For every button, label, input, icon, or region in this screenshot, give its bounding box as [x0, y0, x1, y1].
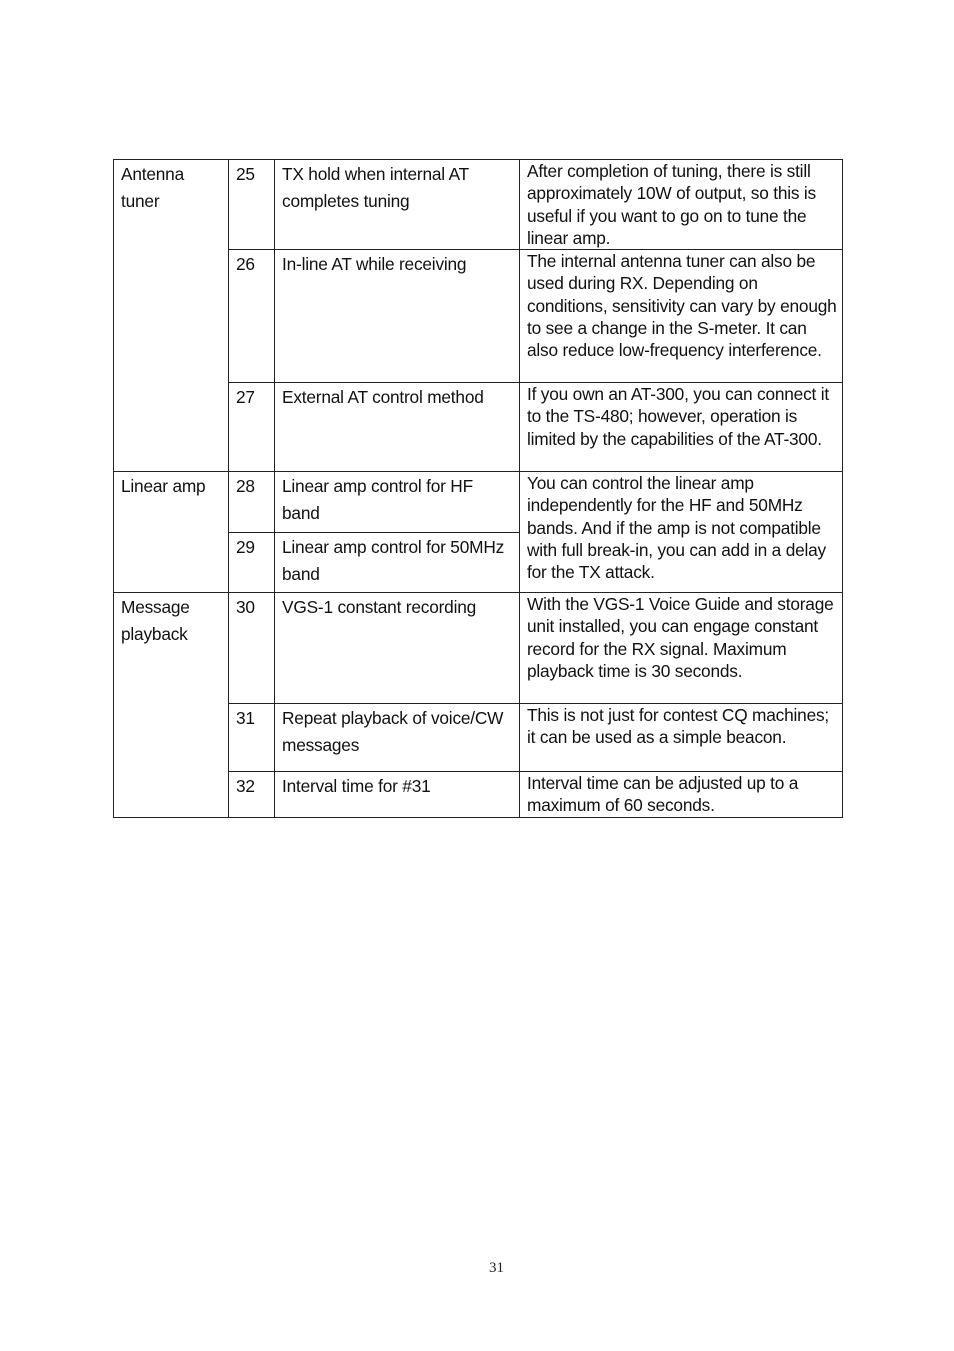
menu-number: 25 [229, 160, 275, 250]
table-row [114, 160, 843, 250]
menu-number: 27 [229, 383, 275, 472]
menu-number: 32 [229, 772, 275, 818]
menu-item-description: With the VGS-1 Voice Guide and storage unit installed, you can engage constant record for the RX signal. Maximum playback time is 30 seconds. [520, 593, 843, 704]
category-cell [114, 472, 229, 593]
menu-item-label: In-line AT while receiving [275, 250, 520, 383]
menu-item-description: You can control the linear amp independently for the HF and 50MHz bands. And if the amp is not compatible with full break-in, you can add in a delay for the TX attack. [520, 472, 843, 593]
category-label: Message playback [121, 597, 190, 645]
table-row [114, 593, 843, 704]
category-label: Linear amp [121, 476, 206, 497]
menu-number: 26 [229, 250, 275, 383]
menu-item-description: After completion of tuning, there is still approximately 10W of output, so this is useful if you want to go on to tune the linear amp. [520, 160, 843, 250]
menu-item-label: Interval time for #31 [275, 772, 520, 818]
menu-item-description: Interval time can be adjusted up to a maximum of 60 seconds. [520, 772, 843, 818]
menu-item-label: VGS-1 constant recording [275, 593, 520, 704]
menu-item-label: Linear amp control for 50MHz band [275, 533, 520, 593]
menu-item-description: This is not just for contest CQ machines; it can be used as a simple beacon. [520, 704, 843, 772]
category-cell [114, 593, 229, 818]
category-cell [114, 160, 229, 472]
menu-item-label: Linear amp control for HF band [275, 472, 520, 533]
menu-item-label: External AT control method [275, 383, 520, 472]
menu-number: 28 [229, 472, 275, 533]
menu-number: 30 [229, 593, 275, 704]
category-label: Antenna tuner [121, 164, 184, 211]
menu-item-label: TX hold when internal AT completes tuning [275, 160, 520, 250]
page-number: 31 [489, 1260, 504, 1276]
menu-item-description: The internal antenna tuner can also be used during RX. Depending on conditions, sensitivity can vary by enough to see a change in the S-meter. It can also reduce low-frequency interference. [520, 250, 843, 383]
menu-number: 31 [229, 704, 275, 772]
menu-item-description: If you own an AT-300, you can connect it to the TS-480; however, operation is limited by the capabilities of the AT-300. [520, 383, 843, 472]
menu-settings-table [113, 159, 843, 818]
table-row [114, 472, 843, 533]
menu-number: 29 [229, 533, 275, 593]
menu-item-label: Repeat playback of voice/CW messages [275, 704, 520, 772]
